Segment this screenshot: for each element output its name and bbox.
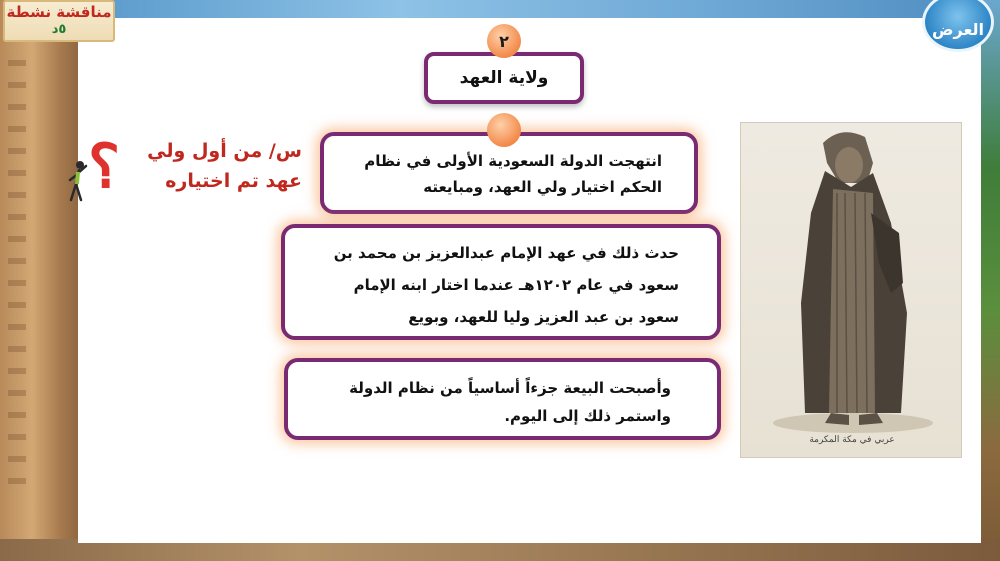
content-box-2-line-1: حدث ذلك في عهد الإمام عبدالعزيز بن محمد بن (333, 244, 679, 262)
content-box-3-line-1: وأصبحت البيعة جزءاً أساسياً من نظام الدولة (349, 379, 671, 397)
title-number-badge (487, 24, 521, 58)
content-box-3-line-2: واستمر ذلك إلى اليوم. (504, 407, 671, 425)
view-button-label: العرض (932, 19, 984, 39)
background-sky (0, 0, 1000, 20)
question-line-1: س/ من أول ولي (147, 140, 302, 162)
activity-tag-title: مناقشة نشطة (6, 3, 112, 21)
page-title-box (424, 52, 584, 104)
activity-tag-duration: ٥د (51, 22, 67, 37)
question-line-2: عهد تم اختياره (165, 170, 302, 192)
background-palm (980, 0, 1000, 561)
content-box-2 (281, 224, 721, 340)
historical-portrait-image (740, 122, 962, 458)
activity-tag (3, 0, 115, 42)
page-title: ولاية العهد (459, 68, 549, 88)
question-mark-icon: ؟ (88, 132, 120, 202)
title-number: ٢ (499, 31, 509, 51)
question-text (112, 136, 302, 206)
content-box-2-line-3: سعود بن عبد العزيز وليا للعهد، وبويع (408, 308, 679, 326)
content-box-2-line-2: سعود في عام ١٢٠٢هـ عندما اختار ابنه الإمام (353, 276, 679, 294)
connector-dot (487, 113, 521, 147)
content-box-3 (284, 358, 721, 440)
person-figure-icon (64, 160, 90, 204)
background-mud-wall (0, 0, 80, 561)
content-box-1-line-1: انتهجت الدولة السعودية الأولى في نظام (364, 152, 662, 170)
portrait-caption: عربي في مكة المكرمة (809, 435, 895, 445)
content-box-1-line-2: الحكم اختيار ولي العهد، ومبايعته (423, 178, 662, 196)
